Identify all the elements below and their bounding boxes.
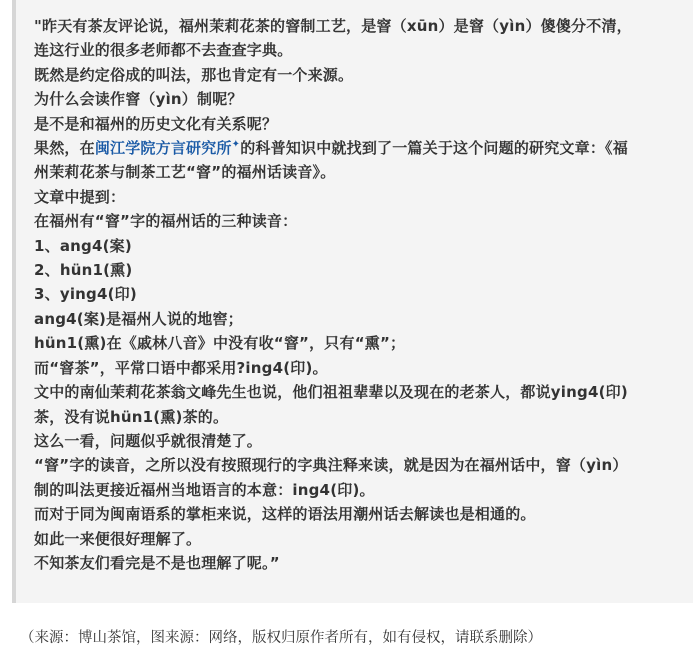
link-mark-icon: ✦ [231, 139, 241, 151]
quote-line-17: 茶，没有说hün1(熏)茶的。 [34, 407, 229, 426]
quote-line-18: 这么一看，问题似乎就很清楚了。 [34, 431, 263, 450]
quote-line-6 [34, 136, 677, 160]
quote-line-7: 州茉莉花茶与制茶工艺“窨”的福州话读音》。 [34, 163, 336, 182]
blockquote [12, 0, 693, 603]
quote-line-19: “窨”字的读音，之所以没有按照现行的字典注释来读，就是因为在福州话中，窨（yìn） [34, 456, 628, 475]
institute-link[interactable]: 闽江学院方言研究所 [94, 139, 232, 158]
quote-line-23: 不知茶友们看完是不是也理解了呢。” [34, 553, 280, 572]
quote-line-22: 如此一来便很好理解了。 [34, 529, 202, 548]
quote-line-2: 连这行业的很多老师都不去查查字典。 [34, 41, 293, 60]
quote-line-20: 制的叫法更接近福州当地语言的本意：ing4(印)。 [34, 480, 375, 499]
quote-line-10: 1、ang4(案) [34, 236, 132, 255]
quote-line-11: 2、hün1(熏) [34, 261, 133, 280]
quote-line-16: 文中的南仙茉莉花茶翁文峰先生也说，他们祖祖辈辈以及现在的老茶人，都说ying4(印) [34, 383, 628, 402]
quote-line-14: hün1(熏)在《戚林八音》中没有收“窨”，只有“熏”； [34, 334, 406, 353]
quote-line-4: 为什么会读作窨（yìn）制呢？ [34, 90, 243, 109]
quote-line-13: ang4(案)是福州人说的地窖； [34, 309, 243, 328]
source-note: （来源：博山茶馆，图来源：网络，版权归原作者所有，如有侵权，请联系删除） [20, 630, 542, 646]
quote-line-5: 是不是和福州的历史文化有关系呢？ [34, 114, 278, 133]
quote-line-1: "昨天有茶友评论说，福州茉莉花茶的窨制工艺，是窨（xūn）是窨（yìn）傻傻分不清， [34, 17, 632, 35]
quote-line-8: 文章中提到： [34, 187, 126, 206]
quote-line-21: 而对于同为闽南语系的掌柜来说，这样的语法用潮州话去解读也是相通的。 [34, 505, 536, 524]
quote-line-3: 既然是约定俗成的叫法，那也肯定有一个来源。 [34, 65, 354, 84]
quote-line-15: 而“窨茶”，平常口语中都采用?ing4(印)。 [34, 358, 328, 377]
link-line-before: 果然，在 [34, 139, 95, 158]
link-line-after: 的科普知识中就找到了一篇关于这个问题的研究文章：《福 [240, 139, 628, 158]
quote-line-12: 3、ying4(印) [34, 285, 137, 304]
quote-line-9: 在福州有“窨”字的福州话的三种读音： [34, 212, 298, 231]
